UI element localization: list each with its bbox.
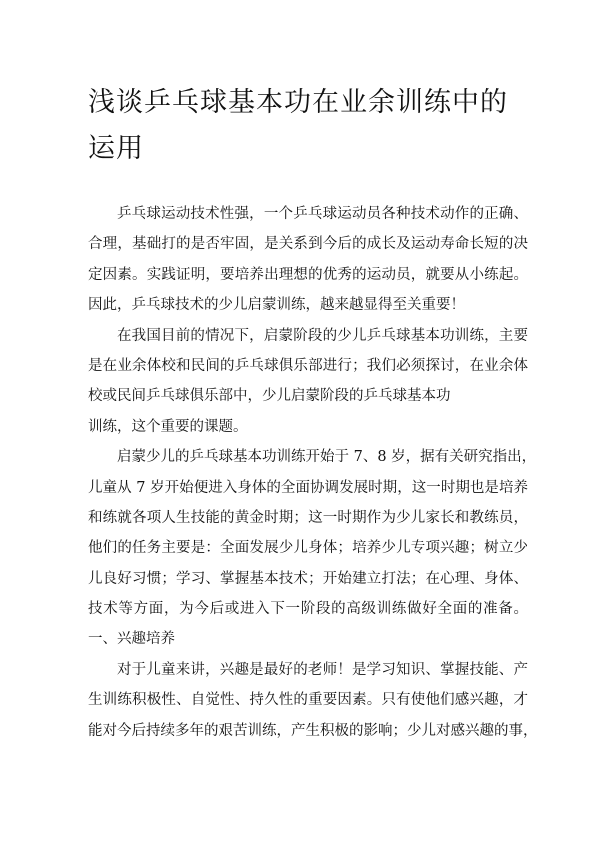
paragraph-1-line-3: 定因素。实践证明，要培养出理想的优秀的运动员，就要从小练起。 xyxy=(88,266,528,283)
paragraph-2-line-2: 是在业余体校和民间的乒乓球俱乐部进行；我们必须探讨，在业余体 xyxy=(88,357,528,374)
paragraph-2-line-1: 在我国目前的情况下，启蒙阶段的少儿乒乓球基本功训练，主要 xyxy=(117,327,528,344)
paragraph-2-line-3: 校或民间乒乓球俱乐部中，少儿启蒙阶段的乒乓球基本功 xyxy=(88,388,451,405)
paragraph-1-line-4: 因此，乒乓球技术的少儿启蒙训练，越来越显得至关重要！ xyxy=(88,297,465,314)
paragraph-3-line-2: 儿童从 7 岁开始便进入身体的全面协调发展时期，这一时期也是培养 xyxy=(88,479,528,496)
document-title xyxy=(88,80,528,172)
paragraph-3-line-1: 启蒙少儿的乒乓球基本功训练开始于 7、8 岁，据有关研究指出， xyxy=(117,449,537,466)
paragraph-3-line-3: 和练就各项人生技能的黄金时期；这一时期作为少儿家长和教练员， xyxy=(88,509,528,526)
paragraph-4-line-2: 生训练积极性、自觉性、持久性的重要因素。只有使他们感兴趣，才 xyxy=(88,692,528,709)
paragraph-1-line-1: 乒乓球运动技术性强，一个乒乓球运动员各种技术动作的正确、 xyxy=(117,206,528,222)
paragraph-4-line-1: 对于儿童来讲，兴趣是最好的老师！是学习知识、掌握技能、产 xyxy=(117,661,528,678)
document-body xyxy=(88,199,538,746)
paragraph-4-line-3: 能对今后持续多年的艰苦训练，产生积极的影响；少儿对感兴趣的事， xyxy=(88,722,538,739)
paragraph-3-line-5: 儿良好习惯；学习、掌握基本技术；开始建立打法；在心理、身体、 xyxy=(88,570,528,587)
section-heading-interest: 一、兴趣培养 xyxy=(88,631,175,648)
paragraph-1-line-2: 合理，基础打的是否牢固，是关系到今后的成长及运动寿命长短的决 xyxy=(88,236,528,253)
paragraph-3-line-4: 他们的任务主要是：全面发展少儿身体；培养少儿专项兴趣；树立少 xyxy=(88,540,528,557)
paragraph-2-line-4: 训练，这个重要的课题。 xyxy=(88,418,248,435)
title-line-2: 运用 xyxy=(88,133,144,164)
paragraph-3-line-6: 技术等方面，为今后或进入下一阶段的高级训练做好全面的准备。 xyxy=(88,601,528,618)
title-line-1: 浅谈乒乓球基本功在业余训练中的 xyxy=(88,87,508,118)
